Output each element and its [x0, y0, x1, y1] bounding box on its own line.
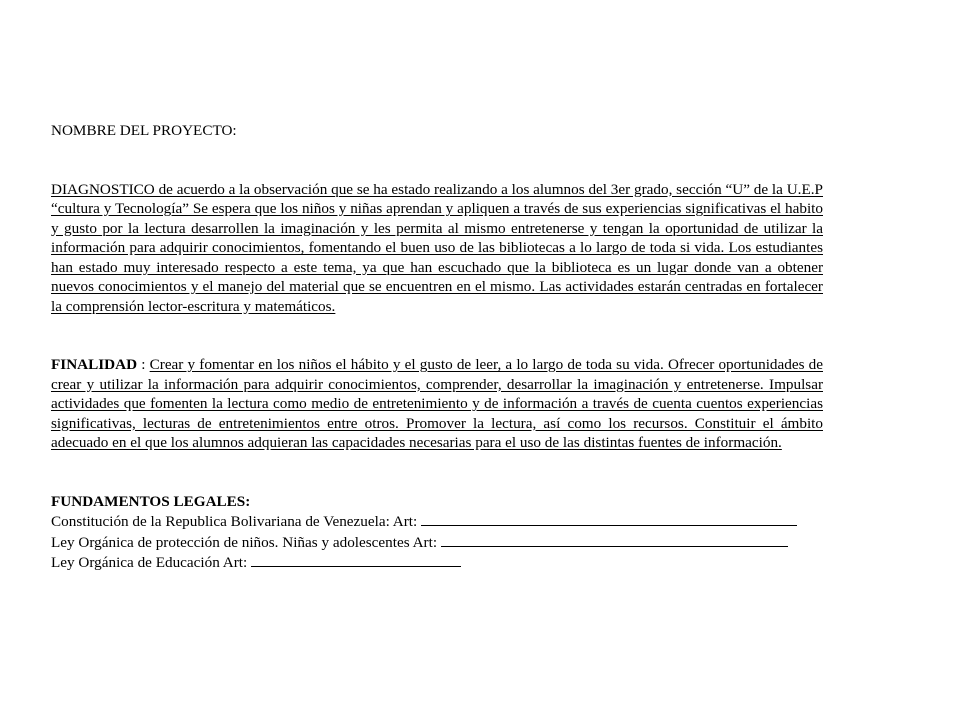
blank-field-constitucion: [421, 511, 797, 526]
finalidad-separator: :: [137, 356, 150, 373]
fundamentos-heading: FUNDAMENTOS LEGALES:: [51, 492, 251, 510]
legal-line-constitucion: [51, 511, 823, 532]
project-name-label: NOMBRE DEL PROYECTO:: [51, 122, 237, 139]
blank-field-lopna: [441, 532, 788, 547]
diagnostico-paragraph: DIAGNOSTICO de acuerdo a la observación que se ha estado realizando a los alumnos del 3er grado, sección “U” de la U.E.P “cultura y Tecnología” Se espera que los niños y niñas aprendan y apliquen a través de sus experiencias significativas el habito y gusto por la lectura desarrollen la imaginación y les permita al mismo entretenerse y tengan la oportunidad de utilizar la información para adquirir conocimientos, fomentando el buen uso de las bibliotecas a lo largo de toda si vida. Los estudiantes han estado muy interesado respecto a este tema, ya que han escuchado que la biblioteca es un lugar donde van a obtener nuevos conocimientos y el manejo del material que se encuentren en el mismo. Las actividades estarán centradas en fortalecer la comprensión lector-escritura y matemáticos.: [51, 180, 823, 315]
legal-line-educacion-text: Ley Orgánica de Educación Art:: [51, 554, 252, 571]
legal-line-lopna: [51, 532, 823, 553]
document-body: [51, 121, 823, 573]
finalidad-label: FINALIDAD: [51, 356, 138, 373]
legal-line-lopna-text: Ley Orgánica de protección de niños. Niñas y adolescentes Art:: [51, 533, 441, 551]
legal-line-constitucion-text: Constitución de la Republica Bolivariana de Venezuela: Art:: [51, 513, 422, 530]
blank-field-educacion: [251, 552, 461, 567]
finalidad-paragraph: [51, 355, 823, 453]
finalidad-text: Crear y fomentar en los niños el hábito y el gusto de leer, a lo largo de toda su vida. Ofrecer oportunidades de crear y utilizar la información para adquirir conocimientos, comprender, desarrollar la imaginación y entretenerse. Impulsar actividades que fomenten la lectura como medio de entretenimiento y de información a través de cuenta cuentos experiencias significativas, lecturas de entretenimientos entre otros. Promover la lectura, así como los recursos. Constituir el ámbito adecuado en el que los alumnos adquieran las capacidades necesarias para el uso de las distintas fuentes de información.: [51, 356, 823, 451]
legal-line-educacion: [51, 552, 823, 573]
